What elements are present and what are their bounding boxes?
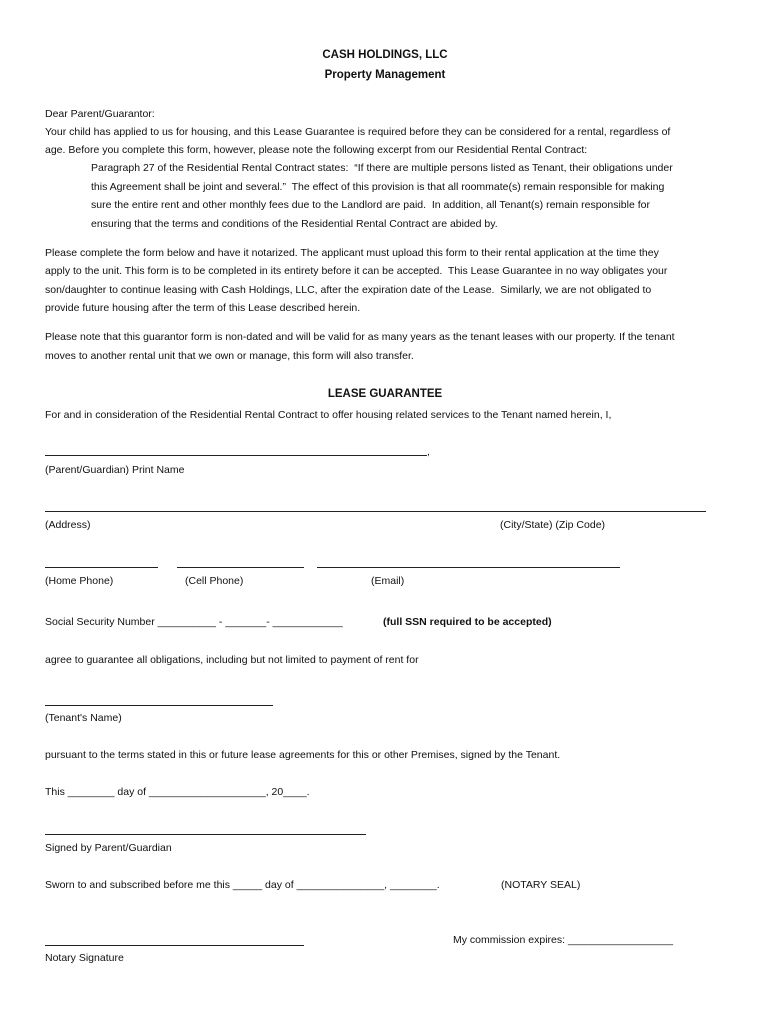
print-name-comma: , bbox=[427, 446, 430, 458]
email-label: (Email) bbox=[371, 575, 405, 587]
notary-signature-field[interactable] bbox=[45, 945, 304, 946]
salutation: Dear Parent/Guarantor: bbox=[45, 108, 155, 120]
print-name-label: (Parent/Guardian) Print Name bbox=[45, 464, 185, 476]
consideration-text: For and in consideration of the Residential Rental Contract to offer housing related services to the Tenant named herein, I, bbox=[45, 409, 612, 421]
home-phone-label: (Home Phone) bbox=[45, 575, 114, 587]
agree-text: agree to guarantee all obligations, including but not limited to payment of rent for bbox=[45, 654, 419, 666]
guardian-signature-field[interactable] bbox=[45, 834, 366, 835]
excerpt-line: Paragraph 27 of the Residential Rental Contract states: “If there are multiple persons listed as Tenant, their obligations under bbox=[91, 162, 673, 174]
section-title: LEASE GUARANTEE bbox=[327, 388, 443, 400]
email-field[interactable] bbox=[317, 567, 620, 568]
cell-phone-label: (Cell Phone) bbox=[185, 575, 244, 587]
print-name-field[interactable] bbox=[45, 455, 427, 456]
signed-label: Signed by Parent/Guardian bbox=[45, 842, 172, 854]
excerpt-line: this Agreement shall be joint and several.” The effect of this provision is that all roommate(s) remain responsible for making bbox=[91, 181, 665, 193]
excerpt-line: ensuring that the terms and conditions of the Residential Rental Contract are abided by. bbox=[91, 218, 498, 230]
address-label: (Address) bbox=[45, 519, 91, 531]
date-line[interactable]: This ________ day of ____________________, 20____. bbox=[45, 786, 310, 798]
validity-note-line: Please note that this guarantor form is non-dated and will be valid for as many years as the tenant leases with our property. If the tenant bbox=[45, 331, 675, 343]
validity-note-line: moves to another rental unit that we own or manage, this form will also transfer. bbox=[45, 350, 414, 362]
notary-signature-label: Notary Signature bbox=[45, 952, 124, 964]
commission-expires[interactable]: My commission expires: __________________ bbox=[453, 934, 674, 946]
address-field[interactable] bbox=[45, 511, 706, 512]
home-phone-field[interactable] bbox=[45, 567, 158, 568]
ssn-field[interactable]: Social Security Number __________ - _______- ____________ bbox=[45, 616, 343, 628]
page-subtitle: Property Management bbox=[324, 69, 446, 81]
instructions-line: apply to the unit. This form is to be completed in its entirety before it can be accepted. This Lease Guarantee in no way obligates your bbox=[45, 265, 668, 277]
intro-line: Your child has applied to us for housing, and this Lease Guarantee is required before they can be considered for a rental, regardless of bbox=[45, 126, 671, 138]
tenant-name-label: (Tenant's Name) bbox=[45, 712, 122, 724]
instructions-line: son/daughter to continue leasing with Cash Holdings, LLC, after the expiration date of the Lease. Similarly, we are not obligated to bbox=[45, 284, 652, 296]
pursuant-text: pursuant to the terms stated in this or future lease agreements for this or other Premises, signed by the Tenant. bbox=[45, 749, 561, 761]
city-state-zip-label: (City/State) (Zip Code) bbox=[500, 519, 606, 531]
cell-phone-field[interactable] bbox=[177, 567, 304, 568]
excerpt-line: sure the entire rent and other monthly fees due to the Landlord are paid. In addition, all Tenant(s) remain responsible for bbox=[91, 199, 650, 211]
sworn-text[interactable]: Sworn to and subscribed before me this _____ day of _______________, ________. bbox=[45, 879, 440, 891]
ssn-note: (full SSN required to be accepted) bbox=[383, 616, 552, 628]
company-title: CASH HOLDINGS, LLC bbox=[322, 49, 448, 61]
intro-line: age. Before you complete this form, however, please note the following excerpt from our Residential Rental Contract: bbox=[45, 144, 588, 156]
notary-seal: (NOTARY SEAL) bbox=[501, 879, 581, 891]
instructions-line: provide future housing after the term of this Lease described herein. bbox=[45, 302, 361, 314]
instructions-line: Please complete the form below and have it notarized. The applicant must upload this form to their rental application at the time they bbox=[45, 247, 659, 259]
tenant-name-field[interactable] bbox=[45, 705, 273, 706]
